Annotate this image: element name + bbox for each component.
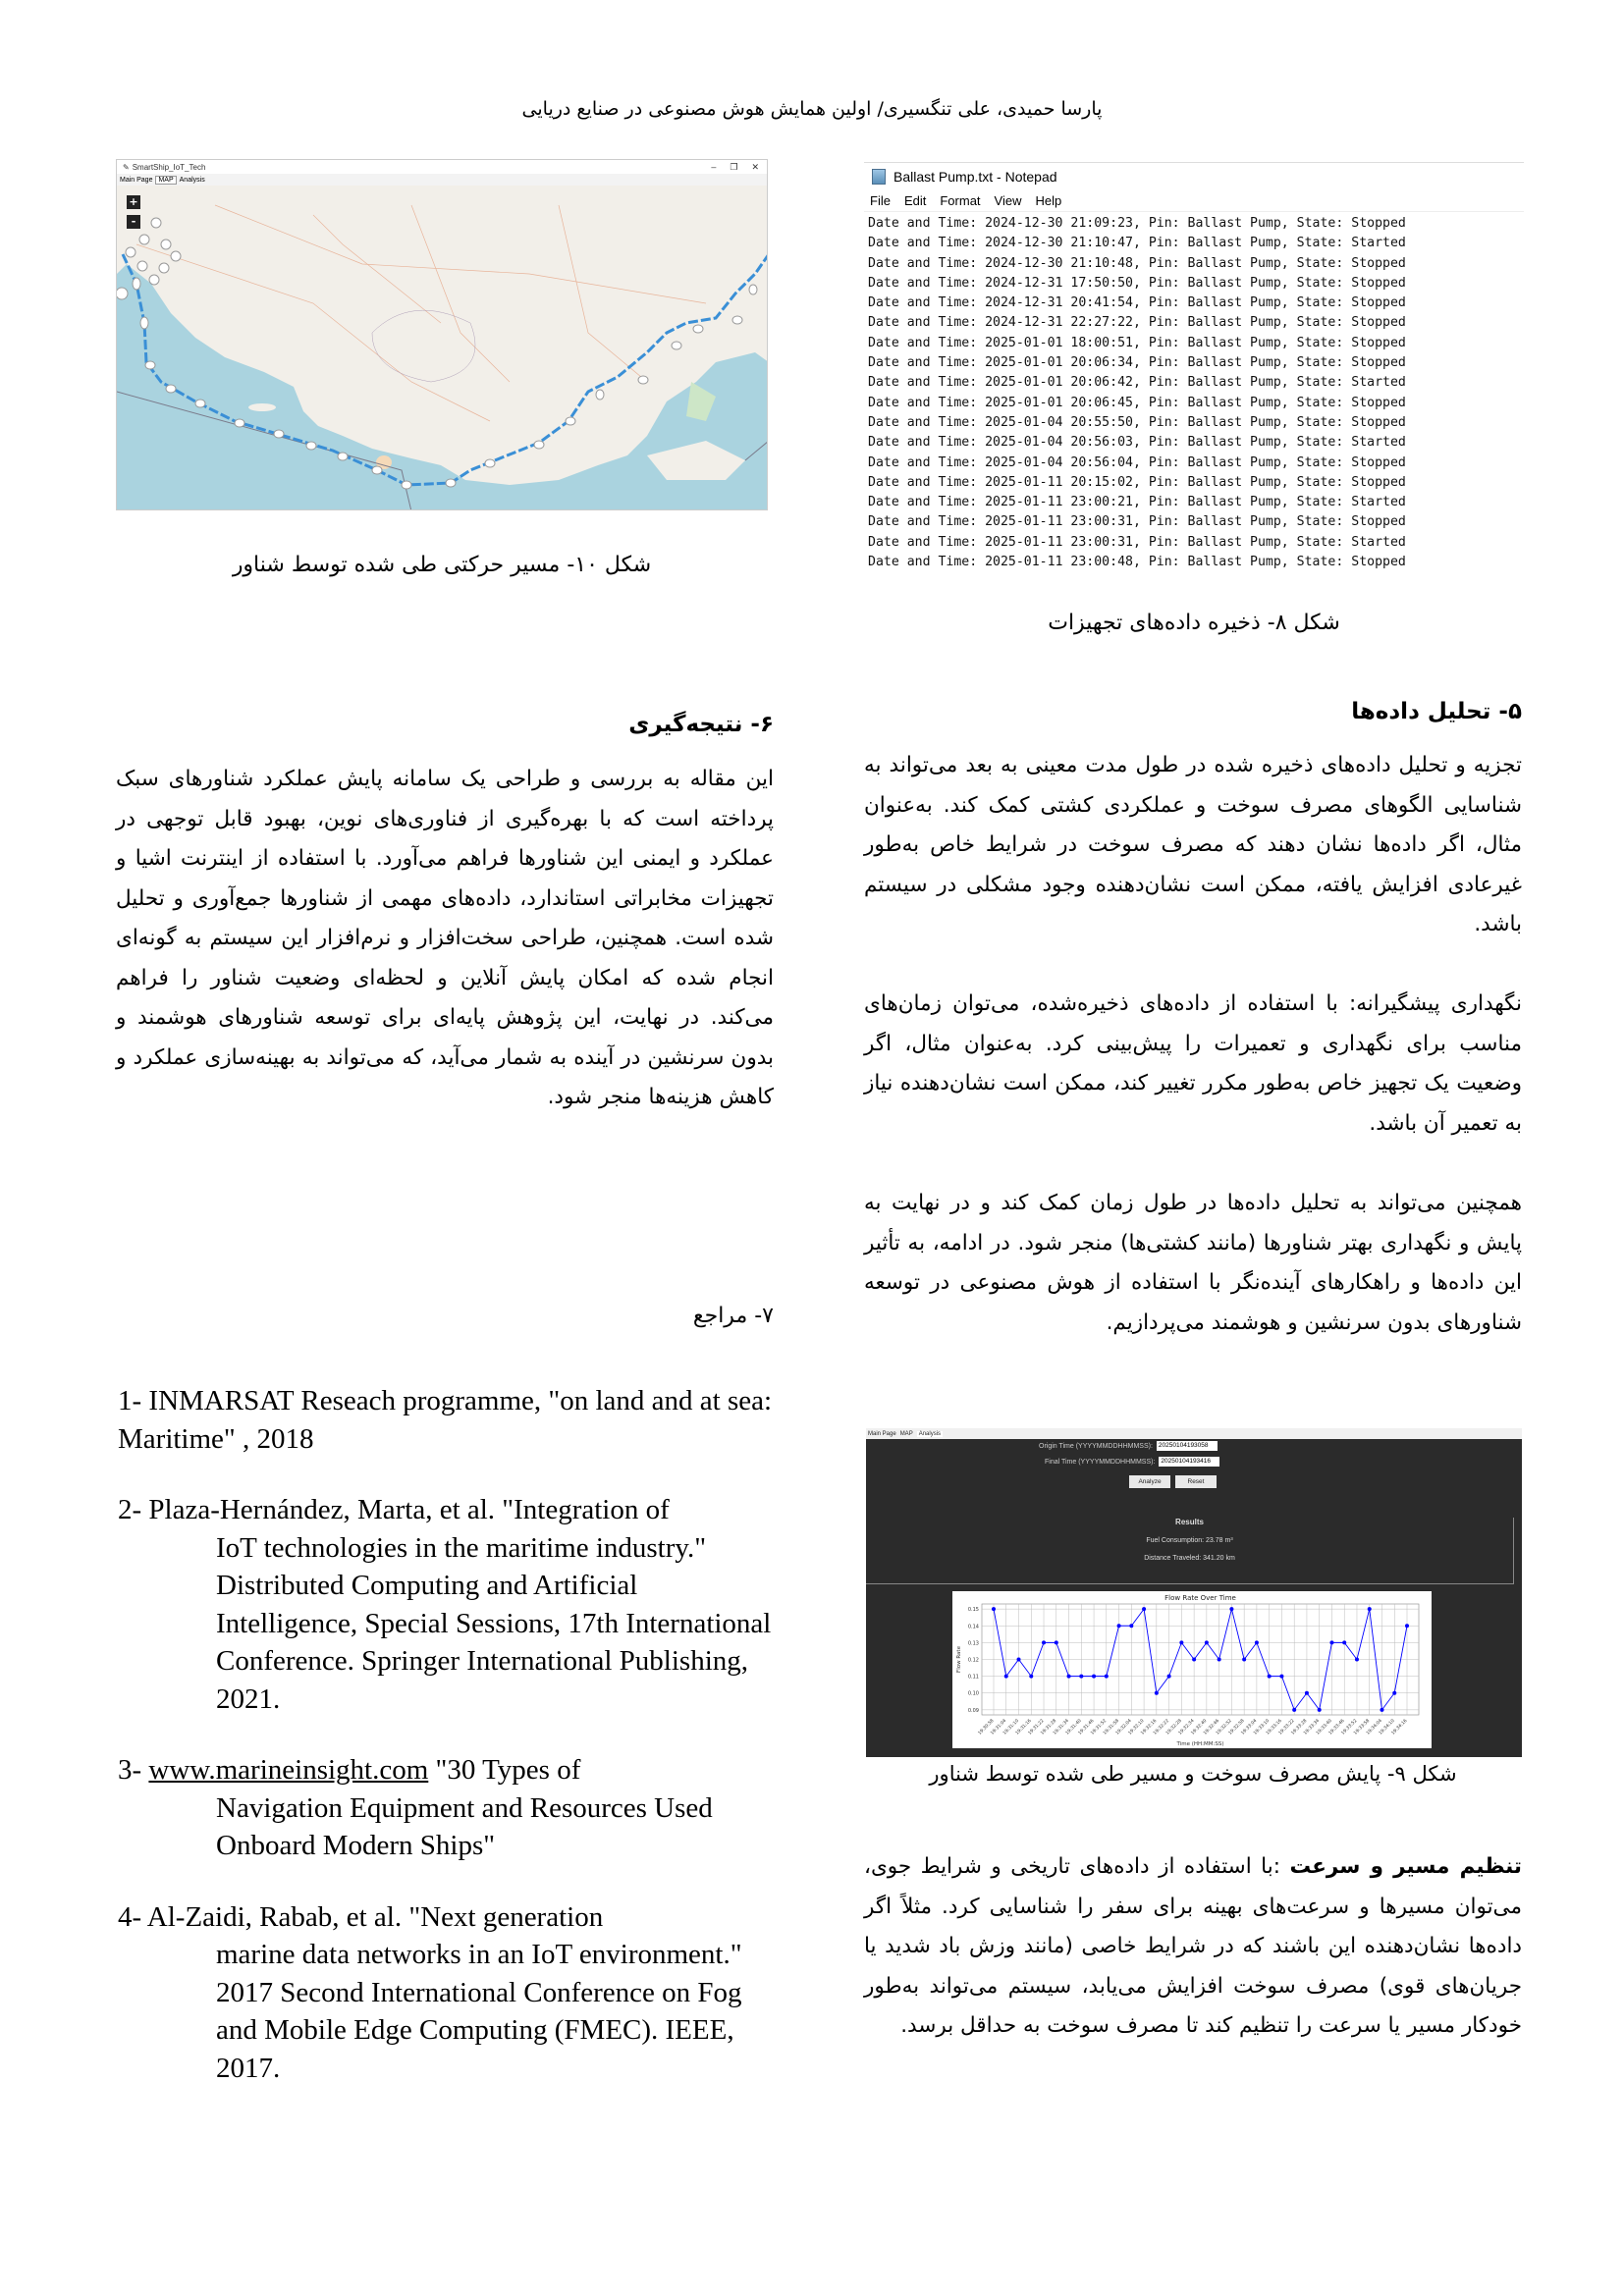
data-point (1079, 1675, 1083, 1679)
data-point (1055, 1640, 1058, 1644)
log-line: Date and Time: 2025-01-01 20:06:42, Pin: Ballast Pump, State: Started (868, 375, 1406, 391)
final-time-input[interactable]: 20250104193416 (1159, 1457, 1219, 1467)
x-tick-label: 19:31:40 (1064, 1718, 1083, 1736)
reference-3-first-line (118, 1751, 776, 1789)
map-zoom-in-button[interactable]: + (127, 195, 140, 209)
data-point (992, 1607, 996, 1611)
map-window-figure (116, 159, 768, 510)
x-tick-label: 19:33:28 (1290, 1718, 1309, 1736)
data-point (1155, 1691, 1159, 1695)
y-tick-label: 0.12 (967, 1657, 979, 1664)
log-line: Date and Time: 2024-12-31 22:27:22, Pin: Ballast Pump, State: Stopped (868, 315, 1406, 331)
reference-4-first-line: 4- Al-Zaidi, Rabab, et al. "Next generation (118, 1900, 604, 1933)
x-tick-label: 19:32:46 (1203, 1718, 1221, 1736)
final-time-label: Final Time (YYYYMMDDHHMMSS): (1045, 1458, 1156, 1466)
x-tick-label: 19:33:46 (1327, 1718, 1346, 1736)
tab-map[interactable]: MAP (155, 176, 176, 185)
map-tabbar (117, 174, 767, 186)
app-feather-icon: ✎ (123, 162, 130, 172)
x-tick-label: 19:31:04 (990, 1718, 1008, 1736)
close-icon[interactable]: ✕ (751, 161, 759, 172)
menu-file[interactable]: File (870, 193, 891, 208)
log-line: Date and Time: 2025-01-11 23:00:31, Pin: Ballast Pump, State: Stopped (868, 514, 1406, 530)
x-tick-label: 19:33:34 (1303, 1718, 1322, 1736)
data-point (1218, 1658, 1221, 1662)
map-canvas[interactable] (117, 186, 767, 509)
log-line: Date and Time: 2025-01-04 20:56:04, Pin: Ballast Pump, State: Stopped (868, 454, 1406, 470)
data-point (1029, 1675, 1033, 1679)
x-tick-label: 19:32:10 (1127, 1718, 1146, 1736)
data-point (1355, 1658, 1359, 1662)
menu-help[interactable]: Help (1035, 193, 1062, 208)
results-panel (866, 1518, 1514, 1584)
data-point (1117, 1624, 1121, 1628)
x-tick-label: 19:31:10 (1002, 1718, 1020, 1736)
marineinsight-link[interactable]: www.marineinsight.com (148, 1754, 429, 1786)
data-point (1167, 1675, 1171, 1679)
flow-rate-chart (952, 1591, 1432, 1748)
reference-4-continuation: marine data networks in an IoT environment." 2017 Second International Conference on Fog and Mobile Edge Computing (FMEC). IEEE, 2017. (216, 1939, 742, 2084)
x-tick-label: 19:34:04 (1366, 1718, 1383, 1736)
figure8-caption: شکل ۸- ذخیره داده‌های تجهیزات (1048, 611, 1340, 635)
data-point (1004, 1675, 1008, 1679)
data-point (1205, 1640, 1209, 1644)
chart-title: Flow Rate Over Time (1164, 1594, 1236, 1602)
x-tick-label: 19:33:40 (1316, 1718, 1333, 1736)
reference-3-continuation: Navigation Equipment and Resources Used Onboard Modern Ships" (216, 1791, 713, 1861)
tab-analysis[interactable]: Analysis (918, 1430, 942, 1437)
references-list (118, 1382, 776, 2120)
notepad-title: Ballast Pump.txt - Notepad (893, 169, 1057, 185)
results-title: Results (1175, 1518, 1204, 1526)
x-tick-label: 19:34:16 (1390, 1718, 1409, 1736)
menu-format[interactable]: Format (940, 193, 981, 208)
route-map-graphic (117, 186, 768, 510)
x-tick-label: 19:32:34 (1177, 1718, 1196, 1736)
log-line: Date and Time: 2025-01-11 23:00:21, Pin: Ballast Pump, State: Started (868, 495, 1406, 510)
route-speed-text: :با استفاده از داده‌های تاریخی و شرایط جوی، می‌توان مسیرها و سرعت‌های بهینه برای سفر را شناسایی کرد. مثلاً اگر داده‌ها نشان‌دهنده این باشند که در شرایط خاصی (مانند وزش باد شدید یا جریان‌های قوی) مصرف سوخت افزایش می‌یابد، سیستم می‌تواند به‌طور خودکار مسیر یا سرعت را تنظیم کند تا مصرف سوخت به حداقل برسد. (864, 1854, 1522, 2038)
maximize-icon[interactable]: ❐ (730, 161, 738, 172)
final-time-row (1045, 1457, 1219, 1467)
data-point (1318, 1708, 1322, 1712)
log-line: Date and Time: 2025-01-01 20:06:34, Pin: Ballast Pump, State: Stopped (868, 355, 1406, 371)
y-tick-label: 0.13 (967, 1640, 979, 1647)
menu-view[interactable]: View (994, 193, 1022, 208)
y-tick-label: 0.10 (967, 1690, 979, 1697)
x-tick-label: 19:31:34 (1053, 1718, 1070, 1736)
section6-paragraph: این مقاله به بررسی و طراحی یک سامانه پایش عملکرد شناورهای سبک پرداخته است که با بهره‌گیری از فناوری‌های نوین، بهبود قابل توجهی در عملکرد و ایمنی این شناورها فراهم می‌آورد. با استفاده از اینترنت اشیا و تجهیزات مخابراتی استاندارد، داده‌های مهمی از شناورها جمع‌آوری و تحلیل شده است. همچنین، طراحی سخت‌افزار و نرم‌افزار این سیستم به گونه‌ای انجام شده که امکان پایش آنلاین و لحظه‌ای وضعیت شناور را فراهم می‌کند. در نهایت، این پژوهش پایه‌ای برای توسعه شناورهای هوشمند و بدون سرنشین در آینده به شمار می‌آید، که می‌تواند به بهینه‌سازی عملکرد و کاهش هزینه‌ها منجر شود. (116, 767, 774, 1109)
analysis-tabbar (866, 1428, 1522, 1439)
x-tick-label: 19:34:10 (1378, 1718, 1396, 1736)
x-tick-label: 19:31:22 (1027, 1718, 1046, 1736)
x-tick-label: 19:33:58 (1353, 1718, 1372, 1736)
analyze-button[interactable]: Analyze (1129, 1475, 1170, 1488)
data-point (1380, 1708, 1383, 1712)
flow-rate-line-chart (952, 1591, 1432, 1748)
tab-main-page[interactable]: Main Page (868, 1430, 896, 1437)
data-point (1255, 1640, 1259, 1644)
x-tick-label: 19:31:58 (1103, 1718, 1120, 1736)
y-tick-label: 0.15 (967, 1607, 979, 1614)
x-tick-label: 19:31:52 (1090, 1718, 1109, 1736)
origin-time-label: Origin Time (YYYYMMDDHHMMSS): (1039, 1442, 1153, 1450)
x-tick-label: 19:31:46 (1077, 1718, 1096, 1736)
data-point (1368, 1607, 1372, 1611)
section5-heading: ۵- تحلیل داده‌ها (1351, 699, 1522, 724)
origin-time-input[interactable]: 20250104193058 (1157, 1441, 1218, 1451)
x-tick-label: 19:31:16 (1014, 1718, 1033, 1736)
route-speed-paragraph (864, 1847, 1522, 2047)
reset-button[interactable]: Reset (1175, 1475, 1217, 1488)
section5-paragraph-2: نگهداری پیشگیرانه: با استفاده از داده‌های ذخیره‌شده، می‌توان زمان‌های مناسب برای نگهداری و تعمیرات را پیش‌بینی کرد. به‌عنوان مثال، اگر وضعیت یک تجهیز خاص به‌طور مکرر تغییر کند، ممکن است نشان‌دهنده نیاز به تعمیر آن باشد. (864, 991, 1522, 1136)
log-line: Date and Time: 2025-01-01 18:00:51, Pin: Ballast Pump, State: Stopped (868, 335, 1406, 350)
x-tick-label: 19:32:52 (1215, 1718, 1233, 1736)
data-point (1192, 1658, 1196, 1662)
data-point (1279, 1675, 1283, 1679)
log-line: Date and Time: 2024-12-30 21:09:23, Pin: Ballast Pump, State: Stopped (868, 216, 1406, 231)
x-tick-label: 19:32:40 (1190, 1718, 1209, 1736)
log-line: Date and Time: 2025-01-11 23:00:48, Pin: Ballast Pump, State: Stopped (868, 555, 1406, 570)
x-tick-label: 19:33:22 (1277, 1718, 1296, 1736)
running-header: پارسا حمیدی، علی تنگسیری/ اولین همایش هوش مصنوعی در صنایع دریایی (521, 98, 1103, 120)
data-point (1067, 1675, 1071, 1679)
x-tick-label: 19:32:16 (1140, 1718, 1159, 1736)
data-point (1305, 1691, 1309, 1695)
reference-1-text: 1- INMARSAT Reseach programme, "on land and at sea: Maritime" , 2018 (118, 1385, 773, 1455)
log-line: Date and Time: 2025-01-11 23:00:31, Pin: Ballast Pump, State: Started (868, 534, 1406, 550)
x-tick-label: 19:32:28 (1164, 1718, 1183, 1736)
y-tick-label: 0.09 (967, 1707, 979, 1714)
log-line: Date and Time: 2025-01-01 20:06:45, Pin: Ballast Pump, State: Stopped (868, 395, 1406, 410)
log-line: Date and Time: 2024-12-30 21:10:47, Pin: Ballast Pump, State: Started (868, 236, 1406, 251)
data-point (1392, 1691, 1396, 1695)
log-line: Date and Time: 2025-01-04 20:55:50, Pin: Ballast Pump, State: Stopped (868, 414, 1406, 430)
reference-item (118, 1382, 776, 1458)
reference-item (118, 1491, 776, 1718)
fuel-consumption-value: Fuel Consumption: 23.78 m³ (1146, 1537, 1233, 1544)
data-point (1292, 1708, 1296, 1712)
map-window-title: SmartShip_IoT_Tech (132, 162, 206, 172)
distance-traveled-value: Distance Traveled: 341.20 km (1144, 1555, 1235, 1562)
reference-2-continuation: IoT technologies in the maritime industry." Distributed Computing and Artificial Intelligence, Special Sessions, 17th International Conference. Springer International Publishing, 2021. (216, 1531, 772, 1715)
route-speed-lead: تنظیم مسیر و سرعت (1289, 1854, 1522, 1879)
log-line: Date and Time: 2024-12-30 21:10:48, Pin: Ballast Pump, State: Stopped (868, 255, 1406, 271)
data-point (1105, 1675, 1109, 1679)
data-point (1142, 1607, 1146, 1611)
x-tick-label: 19:30:58 (977, 1718, 996, 1736)
x-tick-label: 19:33:16 (1266, 1718, 1283, 1736)
analysis-window-figure (866, 1428, 1522, 1757)
tab-analysis[interactable]: Analysis (179, 176, 205, 184)
log-line: Date and Time: 2024-12-31 17:50:50, Pin: Ballast Pump, State: Stopped (868, 275, 1406, 291)
origin-time-row (1039, 1441, 1218, 1451)
minimize-icon[interactable]: – (711, 161, 717, 172)
log-line: Date and Time: 2024-12-31 20:41:54, Pin: Ballast Pump, State: Stopped (868, 295, 1406, 311)
x-tick-label: 19:32:22 (1153, 1718, 1171, 1736)
figure10-caption: شکل ۱۰- مسیر حرکتی طی شده توسط شناور (232, 553, 652, 577)
map-zoom-out-button[interactable]: - (127, 215, 140, 229)
notepad-menubar (864, 190, 1524, 212)
x-tick-label: 19:31:28 (1040, 1718, 1058, 1736)
section5-paragraph-3: همچنین می‌تواند به تحلیل داده‌ها در طول زمان کمک کند و در نهایت به پایش و نگهداری بهتر شناورها (مانند کشتی‌ها) منجر شود. در ادامه، به تأثیر این داده‌ها و راهکارهای آینده‌نگر با استفاده از هوش مصنوعی در توسعه شناورهای بدون سرنشین و هوشمند می‌پردازیم. (864, 1191, 1522, 1335)
notepad-titlebar (864, 163, 1524, 190)
reference-item (118, 1751, 776, 1865)
data-point (1329, 1640, 1333, 1644)
section6-heading: ۶- نتیجه‌گیری (628, 712, 774, 737)
tab-main-page[interactable]: Main Page (120, 176, 153, 184)
data-point (1179, 1640, 1183, 1644)
log-line: Date and Time: 2025-01-11 20:15:02, Pin: Ballast Pump, State: Stopped (868, 474, 1406, 490)
data-point (1092, 1675, 1096, 1679)
menu-edit[interactable]: Edit (903, 193, 927, 208)
data-point (1242, 1658, 1246, 1662)
y-axis-label: Flow Rate (956, 1646, 962, 1673)
data-point (1042, 1640, 1046, 1644)
data-point (1017, 1658, 1021, 1662)
section7-heading: ۷- مراجع (692, 1304, 774, 1328)
x-tick-label: 19:33:52 (1340, 1718, 1359, 1736)
data-point (1405, 1624, 1409, 1628)
y-tick-label: 0.14 (967, 1624, 979, 1630)
notepad-window-figure (864, 162, 1524, 586)
x-tick-label: 19:32:58 (1227, 1718, 1246, 1736)
reference-item (118, 1898, 776, 2088)
log-line: Date and Time: 2025-01-04 20:56:03, Pin: Ballast Pump, State: Started (868, 435, 1406, 451)
figure9-caption: شکل ۹- پایش مصرف سوخت و مسیر طی شده توسط شناور (929, 1762, 1457, 1786)
data-point (1129, 1624, 1133, 1628)
tab-map[interactable]: MAP (899, 1430, 913, 1437)
notepad-icon (872, 169, 886, 185)
data-point (1342, 1640, 1346, 1644)
reference-3-title-start: "30 Types of (428, 1754, 581, 1786)
map-titlebar (117, 160, 767, 174)
section5-paragraph-1: تجزیه و تحلیل داده‌های ذخیره شده در طول مدت معینی به بعد می‌تواند به شناسایی الگوهای مصرف سوخت و عملکردی کشتی کمک کند. به‌عنوان مثال، اگر داده‌ها نشان دهند که مصرف سوخت در شرایط خاص به‌طور غیرعادی افزایش یافته، ممکن است نشان‌دهنده وجود مشکلی در سیستم باشد. (864, 753, 1522, 936)
data-point (1229, 1607, 1233, 1611)
reference-3-number: 3- (118, 1754, 149, 1786)
x-axis-label: Time (HH:MM:SS) (1176, 1741, 1224, 1747)
x-tick-label: 19:32:04 (1114, 1718, 1133, 1736)
notepad-text-area[interactable] (864, 212, 1524, 572)
x-tick-label: 19:33:10 (1253, 1718, 1272, 1736)
data-point (1268, 1675, 1272, 1679)
y-tick-label: 0.11 (967, 1674, 979, 1681)
reference-2-first-line: 2- Plaza-Hernández, Marta, et al. "Integration of (118, 1494, 670, 1525)
x-tick-label: 19:33:04 (1240, 1718, 1259, 1736)
